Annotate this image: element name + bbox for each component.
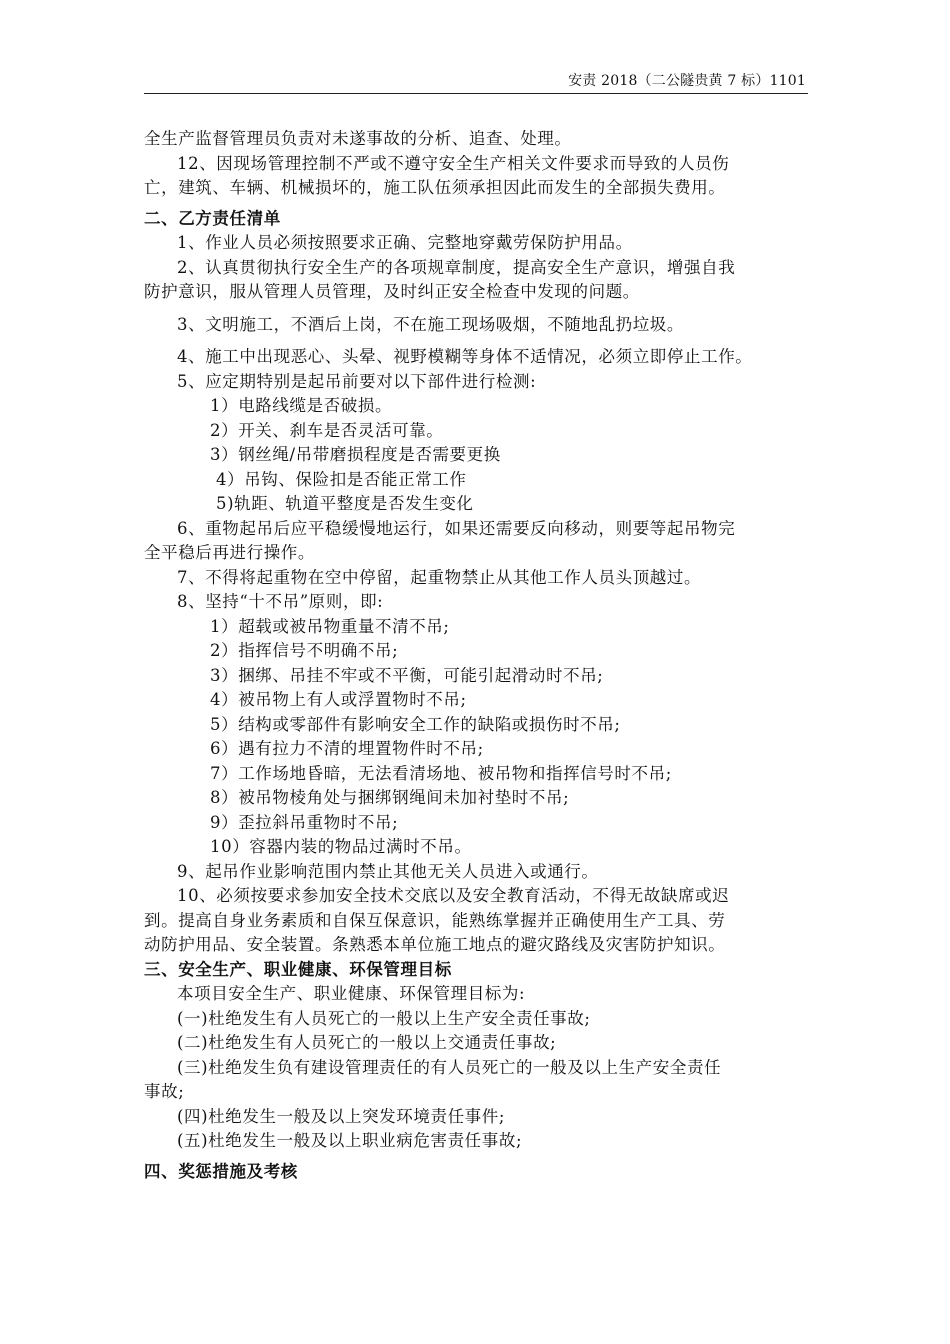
header-doc-code: 安责 2018（二公隧贵黄 7 标）1101 (568, 73, 806, 89)
inspection-item: 4）吊钩、保险扣是否能正常工作 (216, 469, 467, 489)
section-2-item-2-line-2: 防护意识，服从管理人员管理，及时纠正安全检查中发现的问题。 (144, 282, 640, 301)
section-2-item-10-line-3: 动防护用品、安全装置。条熟悉本单位施工地点的避灾路线及灾害防护知识。 (144, 935, 726, 954)
no-lift-rule: 1）超载或被吊物重量不清不吊; (210, 616, 450, 636)
section-2-item-4: 4、施工中出现恶心、头晕、视野模糊等身体不适情况，必须立即停止工作。 (177, 347, 753, 366)
paragraph-continuation: 全生产监督管理员负责对未遂事故的分析、追查、处理。 (144, 129, 572, 148)
no-lift-rule: 10）容器内装的物品过满时不吊。 (210, 837, 472, 856)
document-body (144, 127, 808, 1184)
section-2-title: 二、乙方责任清单 (144, 208, 281, 228)
no-lift-rule: 2）指挥信号不明确不吊; (210, 641, 399, 660)
section-3-intro: 本项目安全生产、职业健康、环保管理目标为: (177, 984, 526, 1003)
section-2-item-5: 5、应定期特别是起吊前要对以下部件进行检测: (177, 371, 537, 391)
section-2-item-10-line-1: 10、必须按要求参加安全技术交底以及安全教育活动，不得无故缺席或迟 (177, 886, 730, 905)
no-lift-rule: 4）被吊物上有人或浮置物时不吊; (210, 690, 467, 709)
section-4-title: 四、奖惩措施及考核 (144, 1161, 298, 1181)
section-2-item-8: 8、坚持“十不吊”原则，即: (177, 592, 384, 611)
section-2-item-6-line-2: 全平稳后再进行操作。 (144, 543, 315, 562)
no-lift-rule: 7）工作场地昏暗，无法看清场地、被吊物和指挥信号时不吊; (210, 763, 672, 783)
section-3-goal-5: (五)杜绝发生一般及以上职业病危害责任事故; (177, 1131, 523, 1150)
no-lift-rule: 3）捆绑、吊挂不牢或不平衡，可能引起滑动时不吊; (210, 665, 604, 685)
section-2-item-3: 3、文明施工，不酒后上岗，不在施工现场吸烟，不随地乱扔垃圾。 (177, 314, 684, 334)
section-2-item-9: 9、起吊作业影响范围内禁止其他无关人员进入或通行。 (177, 861, 599, 881)
section-2-item-10-line-2: 到。提高自身业务素质和自保互保意识，能熟练掌握并正确使用生产工具、劳 (144, 910, 726, 930)
paragraph-12-line-1: 12、因现场管理控制不严或不遵守安全生产相关文件要求而导致的人员伤 (177, 153, 730, 173)
section-3-goal-3-line-2: 事故; (144, 1082, 185, 1101)
paragraph-12-line-2: 亡，建筑、车辆、机械损坏的，施工队伍须承担因此而发生的全部损失费用。 (144, 178, 726, 197)
inspection-item: 2）开关、刹车是否灵活可靠。 (210, 420, 444, 440)
section-2-item-1: 1、作业人员必须按照要求正确、完整地穿戴劳保防护用品。 (177, 233, 633, 252)
no-lift-rule: 9）歪拉斜吊重物时不吊; (210, 812, 399, 832)
section-3-goal-2: (二)杜绝发生有人员死亡的一般以上交通责任事故; (177, 1033, 557, 1052)
section-3-goal-1: (一)杜绝发生有人员死亡的一般以上生产安全责任事故; (177, 1008, 591, 1028)
no-lift-rule: 8）被吊物棱角处与捆绑钢绳间未加衬垫时不吊; (210, 788, 570, 807)
section-2-item-2-line-1: 2、认真贯彻执行安全生产的各项规章制度，提高安全生产意识，增强自我 (177, 257, 736, 277)
inspection-item: 3）钢丝绳/吊带磨损程度是否需要更换 (210, 445, 501, 464)
inspection-item: 5)轨距、轨道平整度是否发生变化 (216, 494, 474, 513)
no-lift-rule: 6）遇有拉力不清的埋置物件时不吊; (210, 739, 484, 758)
section-3-goal-4: (四)杜绝发生一般及以上突发环境责任事件; (177, 1106, 506, 1126)
section-2-item-7: 7、不得将起重物在空中停留，起重物禁止从其他工作人员头顶越过。 (177, 567, 702, 587)
section-3-title: 三、安全生产、职业健康、环保管理目标 (144, 959, 452, 979)
section-3-goal-3-line-1: (三)杜绝发生负有建设管理责任的有人员死亡的一般及以上生产安全责任 (177, 1057, 722, 1077)
header-rule (144, 93, 808, 94)
inspection-item: 1）电路线缆是否破损。 (210, 396, 393, 415)
section-2-item-6-line-1: 6、重物起吊后应平稳缓慢地运行，如果还需要反向移动，则要等起吊物完 (177, 518, 736, 538)
no-lift-rule: 5）结构或零部件有影响安全工作的缺陷或损伤时不吊; (210, 714, 621, 734)
